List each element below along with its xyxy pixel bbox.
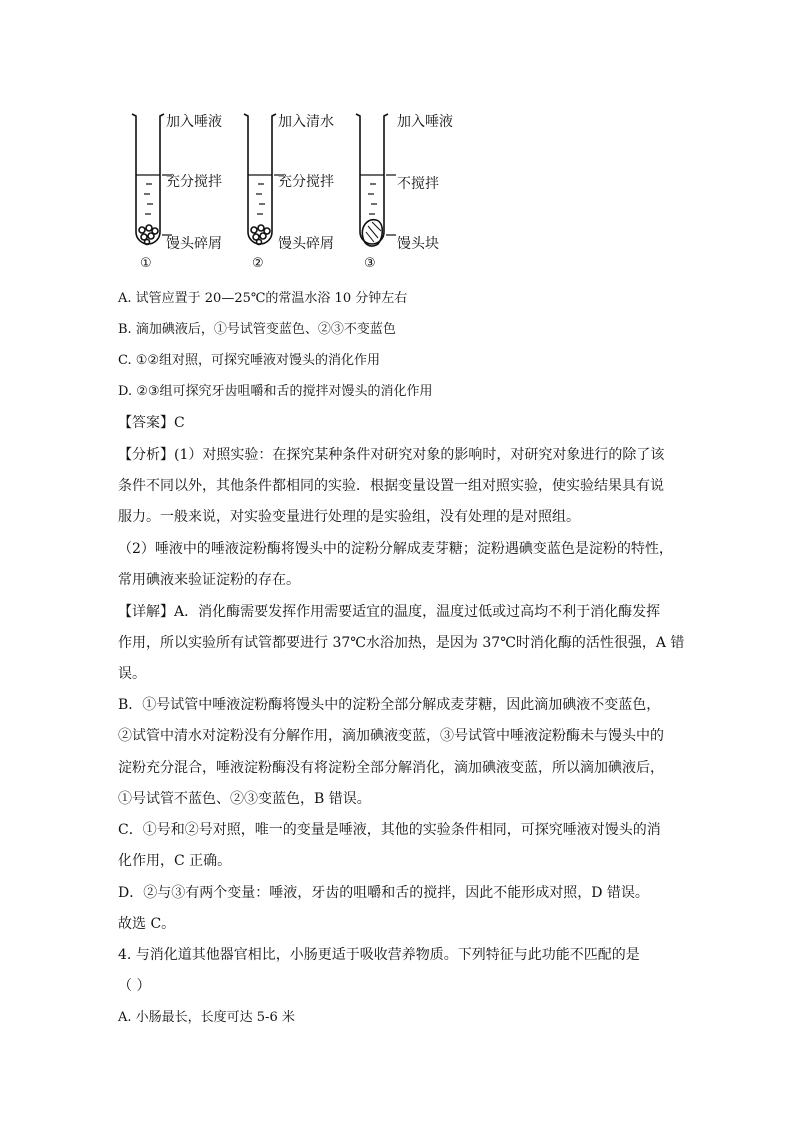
tube-2-content-label: 馒头碎屑 [278, 236, 334, 252]
option-a: A. 试管应置于 20—25℃的常温水浴 10 分钟左右 [118, 291, 408, 306]
tube-1-number: ① [140, 256, 152, 271]
option-c: C. ①②组对照，可探究唾液对馒头的消化作用 [118, 353, 381, 368]
detail-line-1: 【详解】A．消化酶需要发挥作用需要适宜的温度，温度过低或过高均不利于消化酶发挥 [118, 604, 661, 620]
detail-line-2: 作用，所以实验所有试管都要进行 37℃水浴加热，是因为 37℃时消化酶的活性很强，A 错 [118, 635, 685, 651]
detail-line-8: C．①号和②号对照，唯一的变量是唾液，其他的实验条件相同，可探究唾液对馒头的消 [118, 822, 661, 838]
detail-line-7: ①号试管不蓝色、②③变蓝色，B 错误。 [118, 791, 371, 807]
analysis-line-4: （2）唾液中的唾液淀粉酶将馒头中的淀粉分解成麦芽糖；淀粉遇碘变蓝色是淀粉的特性， [118, 541, 673, 557]
tube-3-stir-label: 不搅拌 [397, 176, 439, 192]
option-b: B. 滴加碘液后，①号试管变蓝色、②③不变蓝色 [118, 322, 396, 337]
detail-line-6: 淀粉充分混合，唾液淀粉酶没有将淀粉全部分解消化，滴加碘液变蓝，所以滴加碘液后， [118, 760, 664, 776]
option-d: D. ②③组可探究牙齿咀嚼和舌的搅拌对馒头的消化作用 [118, 384, 433, 399]
tube-2-number: ② [252, 256, 264, 271]
question-4-option-a: A. 小肠最长，长度可达 5-6 米 [118, 1010, 295, 1025]
answer: 【答案】C [118, 415, 185, 431]
detail-line-5: ②试管中清水对淀粉没有分解作用，滴加碘液变蓝，③号试管中唾液淀粉酶未与馒头中的 [118, 728, 664, 744]
detail-line-3: 误。 [118, 666, 146, 682]
tube-3-add-label: 加入唾液 [397, 114, 453, 130]
tube-2-stir-label: 充分搅拌 [278, 174, 334, 190]
tube-3-content-label: 馒头块 [397, 236, 439, 252]
detail-line-9: 化作用，C 正确。 [118, 853, 232, 869]
analysis-line-5: 常用碘液来验证淀粉的存在。 [118, 572, 300, 588]
question-4-stem: 4. 与消化道其他器官相比，小肠更适于吸收营养物质。下列特征与此功能不匹配的是 [118, 947, 640, 963]
tube-3-number: ③ [364, 256, 376, 271]
analysis-line-1: 【分析】(1）对照实验：在探究某种条件对研究对象的影响时，对研究对象进行的除了该 [118, 447, 665, 463]
question-4-parentheses: （ ） [118, 978, 151, 994]
test-tube-3 [356, 114, 396, 246]
detail-line-4: B．①号试管中唾液淀粉酶将馒头中的淀粉全部分解成麦芽糖，因此滴加碘液不变蓝色， [118, 697, 661, 713]
experiment-figure [120, 100, 480, 280]
analysis-line-2: 条件不同以外，其他条件都相同的实验．根据变量设置一组对照实验，使实验结果具有说 [118, 478, 664, 494]
detail-line-11: 故选 C。 [118, 916, 176, 932]
tube-1-content-label: 馒头碎屑 [166, 236, 222, 252]
tube-1-stir-label: 充分搅拌 [166, 174, 222, 190]
detail-line-10: D．②与③有两个变量：唾液，牙齿的咀嚼和舌的搅拌，因此不能形成对照，D 错误。 [118, 885, 649, 901]
tube-2-add-label: 加入清水 [278, 114, 334, 130]
tube-1-add-label: 加入唾液 [166, 114, 222, 130]
analysis-line-3: 服力。一般来说，对实验变量进行处理的是实验组，没有处理的是对照组。 [118, 509, 580, 525]
